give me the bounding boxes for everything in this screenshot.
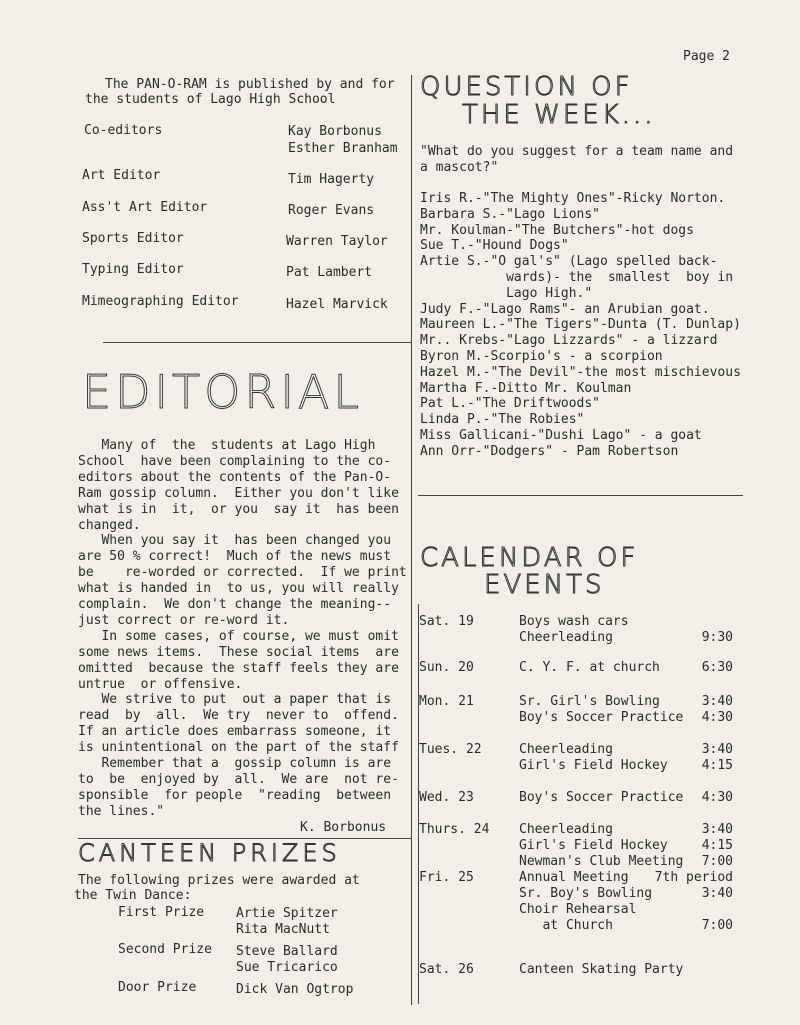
prize-winner: Dick Van Ogtrop (236, 982, 354, 997)
masthead-line-1: The PAN-O-RAM is published by and for (105, 77, 395, 92)
calendar-event-time: 4:30 (701, 710, 733, 725)
calendar-event-time: 7th period (654, 870, 733, 885)
answer-line: Mr. Koulman-"The Butchers"-hot dogs (420, 222, 694, 238)
calendar-event-time: 6:30 (701, 660, 733, 675)
calendar-event: Sr. Boy's Bowling (519, 886, 653, 901)
question-heading-line-2: THE WEEK... (462, 100, 656, 130)
question-heading-line-1: QUESTION OF (420, 72, 633, 102)
answer-line: Mr.. Krebs-"Lago Lizzards" - a lizzard (420, 333, 718, 349)
editorial-heading: EDITORIAL (82, 365, 363, 419)
prize-winner: Steve Ballard (236, 944, 338, 959)
staff-name: Roger Evans (288, 203, 375, 218)
calendar-event-time: 3:40 (701, 886, 733, 901)
answer-line: Iris R.-"The Mighty Ones"-Ricky Norton. (420, 191, 726, 206)
canteen-intro-line-1: The following prizes were awarded at (78, 873, 360, 888)
staff-role: Ass't Art Editor (82, 200, 208, 215)
answer-line: Martha F.-Ditto Mr. Koulman (420, 380, 632, 396)
answer-line: Maureen L.-"The Tigers"-Dunta (T. Dunlap) (420, 317, 741, 333)
editorial-line: some news items. These social items are (78, 644, 399, 660)
editorial-line: just correct or re-word it. (78, 612, 290, 628)
masthead-line-2: the students of Lago High School (85, 92, 336, 107)
editorial-line: changed. (78, 517, 141, 533)
answer-line: Artie S.-"O gal's" (Lago spelled back- (420, 254, 718, 270)
editorial-line: Many of the students at Lago High (78, 438, 376, 453)
calendar-event-time: 9:30 (701, 630, 733, 645)
staff-name: Warren Taylor (286, 234, 388, 249)
answer-line: Miss Gallicani-"Dushi Lago" - a goat (420, 428, 702, 443)
calendar-event-time: 3:40 (701, 742, 733, 757)
calendar-event: Boys wash cars (519, 614, 629, 629)
calendar-day: Sat. 26 (419, 962, 474, 977)
editorial-line: We strive to put out a paper that is (78, 692, 392, 708)
divider (418, 495, 743, 496)
calendar-event: Choir Rehearsal (519, 902, 637, 917)
editorial-line: Ram gossip column. Either you don't like (78, 485, 399, 501)
calendar-day: Sun. 20 (419, 660, 474, 675)
editorial-line: omitted because the staff feels they are (78, 660, 399, 676)
calendar-day: Tues. 22 (419, 742, 482, 757)
answer-line: Byron M.-Scorpio's - a scorpion (420, 349, 663, 364)
calendar-event-time: 7:00 (701, 854, 733, 869)
page-number: Page 2 (683, 49, 730, 64)
editorial-line: Remember that a gossip column is are (78, 756, 392, 771)
editorial-signature: K. Borbonus (300, 820, 387, 835)
prize-winner: Rita MacNutt (236, 922, 330, 937)
prize-label: First Prize (118, 905, 205, 920)
staff-name: Tim Hagerty (288, 172, 375, 187)
editorial-line: are 50 % correct! Much of the news must (78, 549, 392, 565)
staff-name: Kay Borbonus (288, 124, 382, 139)
prize-label: Second Prize (118, 942, 212, 957)
answer-line: wards)- the smallest boy in (420, 270, 734, 285)
calendar-event: Cheerleading (519, 742, 613, 757)
editorial-line: In some cases, of course, we must omit (78, 628, 399, 644)
answer-line: Barbara S.-"Lago Lions" (420, 206, 601, 222)
calendar-day: Wed. 23 (419, 790, 474, 805)
answer-line: Sue T.-"Hound Dogs" (420, 238, 569, 254)
editorial-line: what is in it, or you say it has been (78, 501, 399, 517)
calendar-event: Cheerleading (519, 630, 613, 645)
calendar-heading-line-1: CALENDAR OF (420, 543, 639, 573)
question-line-1: "What do you suggest for a team name and (420, 144, 734, 159)
editorial-line: is unintentional on the part of the staff (78, 740, 399, 756)
calendar-event-time: 4:15 (701, 838, 733, 853)
divider (103, 342, 411, 343)
prize-winner: Artie Spitzer (236, 906, 338, 921)
calendar-event: Sr. Girl's Bowling (519, 694, 660, 709)
editorial-line: School have been complaining to the co- (78, 453, 392, 469)
staff-role: Typing Editor (82, 262, 184, 277)
question-line-2: a mascot?" (420, 160, 499, 175)
calendar-event-time: 7:00 (701, 918, 733, 933)
calendar-event: Canteen Skating Party (519, 962, 684, 977)
answer-line: Lago High." (420, 285, 593, 301)
answer-line: Ann Orr-"Dodgers" - Pam Robertson (420, 443, 679, 459)
staff-role: Art Editor (82, 168, 161, 183)
staff-role: Mimeographing Editor (82, 294, 239, 309)
calendar-event: Newman's Club Meeting (519, 854, 684, 869)
calendar-event: Cheerleading (519, 822, 613, 837)
calendar-heading-line-2: EVENTS (484, 570, 605, 600)
editorial-line: editors about the contents of the Pan-O- (78, 469, 392, 485)
calendar-day: Thurs. 24 (419, 822, 490, 837)
editorial-line: what is handed in to us, you will really (78, 581, 399, 597)
prize-label: Door Prize (118, 980, 197, 995)
answer-line: Pat L.-"The Driftwoods" (420, 396, 601, 412)
canteen-prizes-heading: CANTEEN PRIZES (78, 839, 341, 867)
staff-role: Sports Editor (82, 231, 184, 246)
calendar-event-time: 4:30 (701, 790, 733, 805)
prize-winner: Sue Tricarico (236, 960, 338, 975)
editorial-line: complain. We don't change the meaning-- (78, 597, 392, 612)
editorial-line: to be enjoyed by all. We are not re- (78, 771, 399, 787)
calendar-event: Annual Meeting (519, 870, 629, 885)
editorial-line: untrue or offensive. (78, 676, 243, 692)
calendar-event: at Church (519, 918, 613, 933)
staff-name: Pat Lambert (286, 265, 373, 280)
editorial-line: read by all. We try never to offend. (78, 708, 399, 724)
calendar-event-time: 3:40 (701, 694, 733, 709)
calendar-day: Mon. 21 (419, 694, 474, 709)
calendar-event: Girl's Field Hockey (519, 758, 668, 773)
calendar-event: Boy's Soccer Practice (519, 710, 684, 725)
calendar-event-time: 3:40 (701, 822, 733, 837)
editorial-line: the lines." (78, 803, 165, 819)
staff-name: Hazel Marvick (286, 297, 388, 312)
editorial-line: When you say it has been changed you (78, 533, 392, 549)
calendar-event: Girl's Field Hockey (519, 838, 668, 853)
calendar-event: Boy's Soccer Practice (519, 790, 684, 805)
editorial-line: If an article does embarrass someone, it (78, 724, 392, 740)
calendar-day: Fri. 25 (419, 870, 474, 885)
staff-role: Co-editors (84, 123, 163, 138)
calendar-day: Sat. 19 (419, 614, 474, 629)
calendar-event-time: 4:15 (701, 758, 733, 773)
editorial-line: sponsible for people "reading between (78, 787, 392, 803)
column-divider (411, 75, 412, 1005)
editorial-line: be re-worded or corrected. If we print (78, 565, 407, 581)
answer-line: Judy F.-"Lago Rams"- an Arubian goat. (420, 301, 710, 317)
staff-name: Esther Branham (288, 141, 398, 156)
canteen-intro-line-2: the Twin Dance: (74, 888, 192, 903)
calendar-event: C. Y. F. at church (519, 660, 660, 675)
answer-line: Hazel M.-"The Devil"-the most mischievous (420, 364, 741, 380)
answer-line: Linda P.-"The Robies" (420, 412, 585, 428)
